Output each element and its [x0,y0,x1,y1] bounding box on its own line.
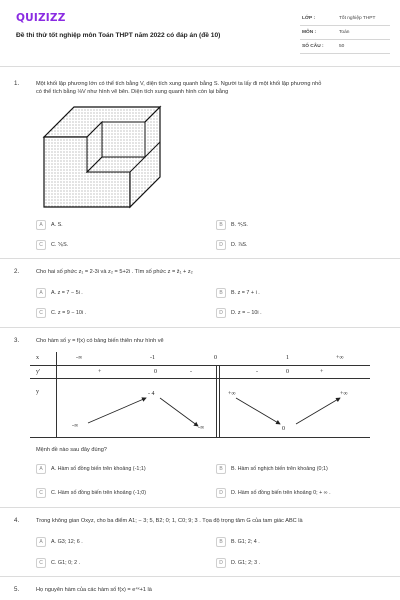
question-text: Cho hàm số y = f(x) có bảng biến thiên như hình vẽ [36,338,164,344]
option-letter: C [36,308,46,318]
x-value: +∞ [336,355,344,361]
meta-label: SỐ CÂU : [302,44,324,49]
option-letter: A [36,537,46,547]
table-y-label: y [36,389,39,395]
question-divider [0,576,400,577]
y-value: -∞ [72,423,79,429]
y-value: - 4 [148,391,155,397]
document-title: Đề thi thử tốt nghiệp môn Toán THPT năm 2022 có đáp án (đề 10) [16,32,221,39]
question-number: 5. [14,586,20,593]
yprime-sign: + [98,369,102,375]
x-value: -1 [150,355,155,361]
option-letter: B [216,464,226,474]
question-text: Họ nguyên hàm của các hàm số f(x) = e⁴ˣ+1 là [36,587,152,593]
question-number: 2. [14,268,20,275]
yprime-sign: 0 [154,369,157,375]
y-value: +∞ [228,391,236,397]
option-text: D. z = − 10i . [231,310,262,316]
question-text [36,80,386,96]
decrease-arrow [236,398,280,424]
question-text: Trong không gian Oxyz, cho ba điểm A1; − 3; 5, B2; 0; 1, C0; 9; 3 . Tọa độ trọng tâm G của tam giác ABC là [36,518,303,524]
meta-row-class [300,12,390,26]
meta-label: LỚP : [302,16,316,21]
option-text: C. ⅚S. [51,242,69,248]
cube-figure [36,103,164,209]
option-letter: C [36,488,46,498]
quiz-meta-table [300,12,390,54]
option-letter: C [36,240,46,250]
option-text: C. Hàm số đồng biến trên khoảng (-1;0) [51,490,146,496]
question-text-line: có thể tích bằng ⅛V như hình vẽ bên. Diện tích xung quanh hình còn lại bằng [36,89,229,95]
option-text: A. S. [51,222,63,228]
option-letter: D [216,308,226,318]
question-number: 3. [14,337,20,344]
yprime-sign: - [256,369,258,375]
option-letter: B [216,288,226,298]
variation-table [30,352,370,438]
yprime-sign: + [320,369,324,375]
option-letter: D [216,488,226,498]
option-text: B. G1; 2; 4 . [231,539,260,545]
decrease-arrow [160,398,198,426]
x-value: -∞ [76,355,83,361]
option-text: A. z = 7 − 5i . [51,290,83,296]
x-value: 1 [286,355,289,361]
variation-arrows [30,352,370,438]
table-yprime-label: y' [36,369,41,375]
question-number: 4. [14,517,20,524]
yprime-sign: - [190,369,192,375]
option-text: C. G1; 0; 2 . [51,560,81,566]
question-divider [0,327,400,328]
y-value: +∞ [340,391,348,397]
question-text-line: Một khối lập phương lớn có thể tích bằng V, diện tích xung quanh bằng S. Người ta lấy đi một khối lập phương nhỏ [36,81,322,87]
option-letter: D [216,558,226,568]
question-text: Cho hai số phức z₁ = 2-3i và z₂ = 5+2i . Tìm số phức z = z̄₁ + z₂ [36,269,193,275]
quiz-header [0,0,400,62]
option-text: C. z = 9 − 10i . [51,310,87,316]
header-divider [0,66,400,67]
question-divider [0,507,400,508]
y-value: -∞ [198,425,205,431]
increase-arrow [296,398,340,424]
option-letter: B [216,537,226,547]
option-text: A. Hàm số đồng biến trên khoảng (-1;1) [51,466,146,472]
meta-value: Toán [339,30,350,35]
quizizz-logo: QUIZIZZ [16,12,66,24]
option-text: D. G1; 2; 3 . [231,560,261,566]
y-value: 0 [282,426,285,432]
meta-label: MÔN : [302,30,317,35]
option-text: B. Hàm số nghịch biến trên khoảng (0;1) [231,466,328,472]
meta-value: 50 [339,44,345,49]
option-letter: A [36,288,46,298]
option-letter: A [36,220,46,230]
increase-arrow [88,398,146,423]
option-text: D. ⅞S. [231,242,248,248]
option-text: B. z = 7 + i . [231,290,260,296]
meta-row-subject [300,26,390,40]
meta-value: Tốt nghiệp THPT [339,16,376,21]
option-text: D. Hàm số đồng biến trên khoảng 0; + ∞ . [231,490,331,496]
option-letter: D [216,240,226,250]
yprime-sign: 0 [286,369,289,375]
table-x-label: x [36,355,39,361]
question-number: 1. [14,80,20,87]
option-text: B. ⅘S. [231,222,248,228]
option-letter: A [36,464,46,474]
question-prompt: Mệnh đề nào sau đây đúng? [36,447,107,453]
x-value: 0 [214,355,217,361]
option-letter: C [36,558,46,568]
question-divider [0,258,400,259]
meta-row-count [300,40,390,54]
option-letter: B [216,220,226,230]
option-text: A. G3; 12; 6 . [51,539,83,545]
